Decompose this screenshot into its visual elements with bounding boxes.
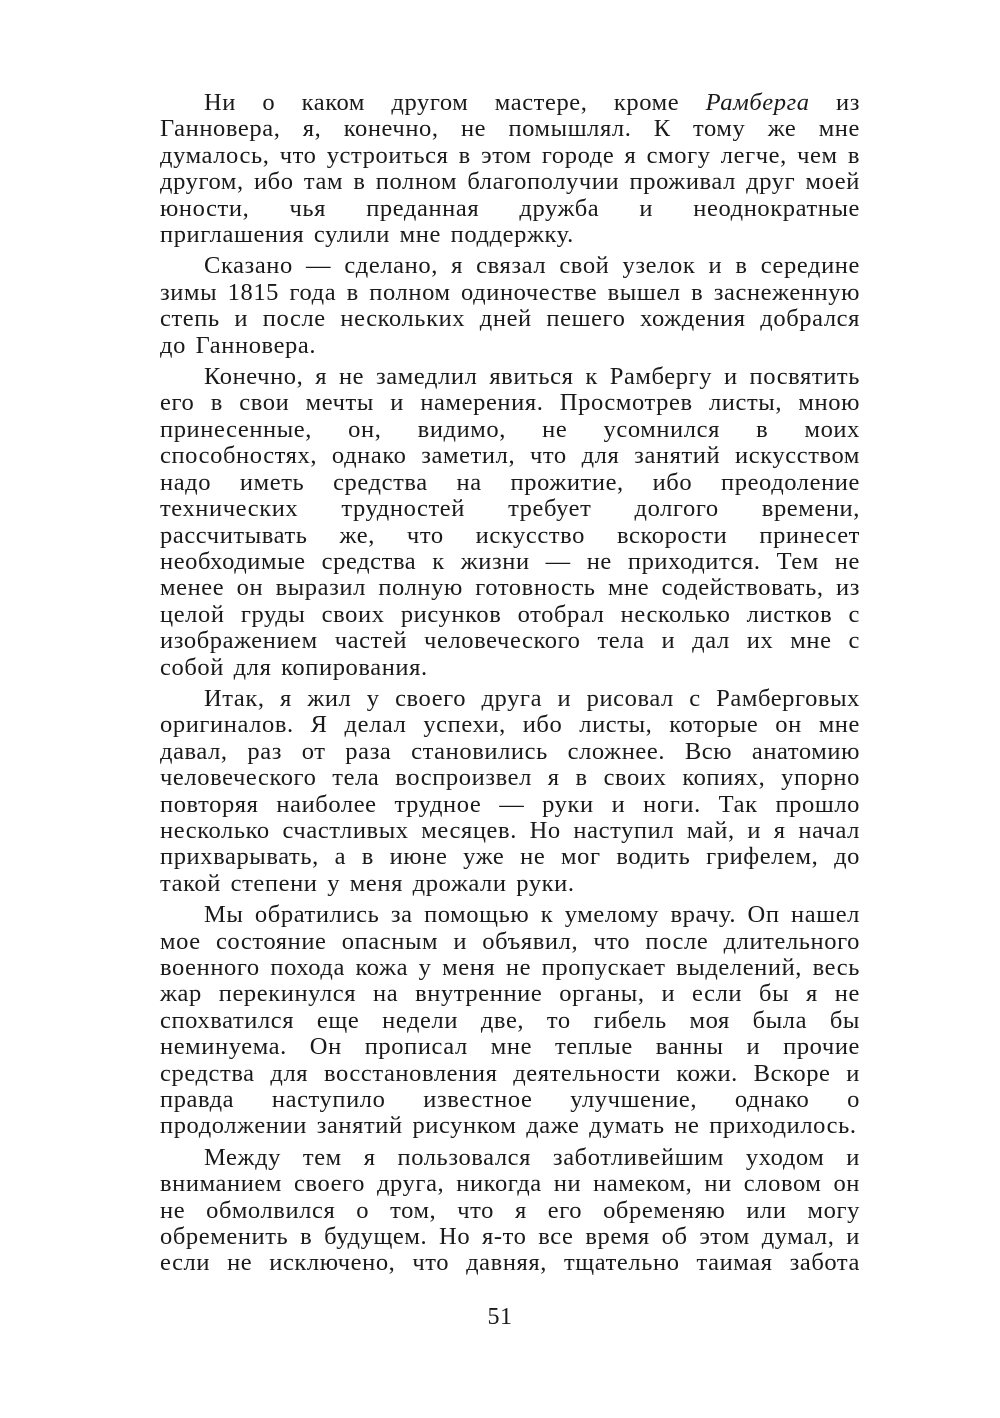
paragraph-5: Мы обратились за помощью к умелому врачу. Оп нашел мое состояние опасным и объявил, что после длительного военного похода кожа у меня не пропускает выделений, весь жар перекинулся на внутренние органы, и если бы я не спохватился еще недели две, то гибель моя была бы неминуема. Он прописал мне теплые ванны и прочие средства для восстановления деятельности кожи. Вскоре и правда наступило известное улучшение, однако о продолжении занятий рисунком даже думать не приходилось. — [160, 901, 860, 1140]
page-number: 51 — [487, 1304, 513, 1330]
paragraph-2: Сказано — сделано, я связал свой узелок и в середине зимы 1815 года в полном одиночестве вышел в заснеженную степь и после нескольких дней пешего хождения добрался до Ганновера. — [160, 252, 860, 359]
paragraph-6: Между тем я пользовался заботливейшим уходом и вниманием своего друга, никогда ни намеком, ни словом он не обмолвился о том, что я его обременяю или могу обременить в будущем. Но я-то все время об этом думал, и если не исключено, что давняя, тщательно таимая забота — [160, 1143, 860, 1277]
paragraph-3: Конечно, я не замедлил явиться к Рамбергу и посвятить его в свои мечты и намерения. Просмотрев листы, мною принесенные, он, видимо, не усомнился в моих способностях, однако заметил, что для занятий искусством надо иметь средства на прожитие, ибо преодоление технических трудностей требует долгого времени, рассчитывать же, что искусство вскорости принесет необходимые средства к жизни — не приходится. Тем не менее он выразил полную готовность мне содействовать, из целой груды своих рисунков отобрал несколько листков с изображением частей человеческого тела и дал их мне с собой для копирования. — [160, 363, 860, 681]
paragraph-1-start: Ни о каком другом мастере, кроме — [204, 89, 706, 116]
paragraph-1-end: из Ганновера, я, конечно, не помышлял. К тому же мне думалось, что устроиться в этом городе я смогу легче, чем в другом, ибо там в полном благополучии проживал друг моей юности, чья преданная дружба и неоднократные приглашения сулили мне поддержку. — [160, 89, 861, 249]
paragraph-4: Итак, я жил у своего друга и рисовал с Рамберговых оригиналов. Я делал успехи, ибо листы, которые он мне давал, раз от раза становились сложнее. Всю анатомию человеческого тела воспроизвел я в своих копиях, упорно повторяя наиболее трудное — руки и ноги. Так прошло несколько счастливых месяцев. Но наступил май, и я начал прихварывать, а в июне уже не мог водить грифелем, до такой степени у меня дрожали руки. — [160, 684, 860, 897]
painter-name: Рамберга — [705, 89, 810, 116]
page-text — [160, 90, 860, 1282]
paragraph-1 — [160, 90, 860, 248]
